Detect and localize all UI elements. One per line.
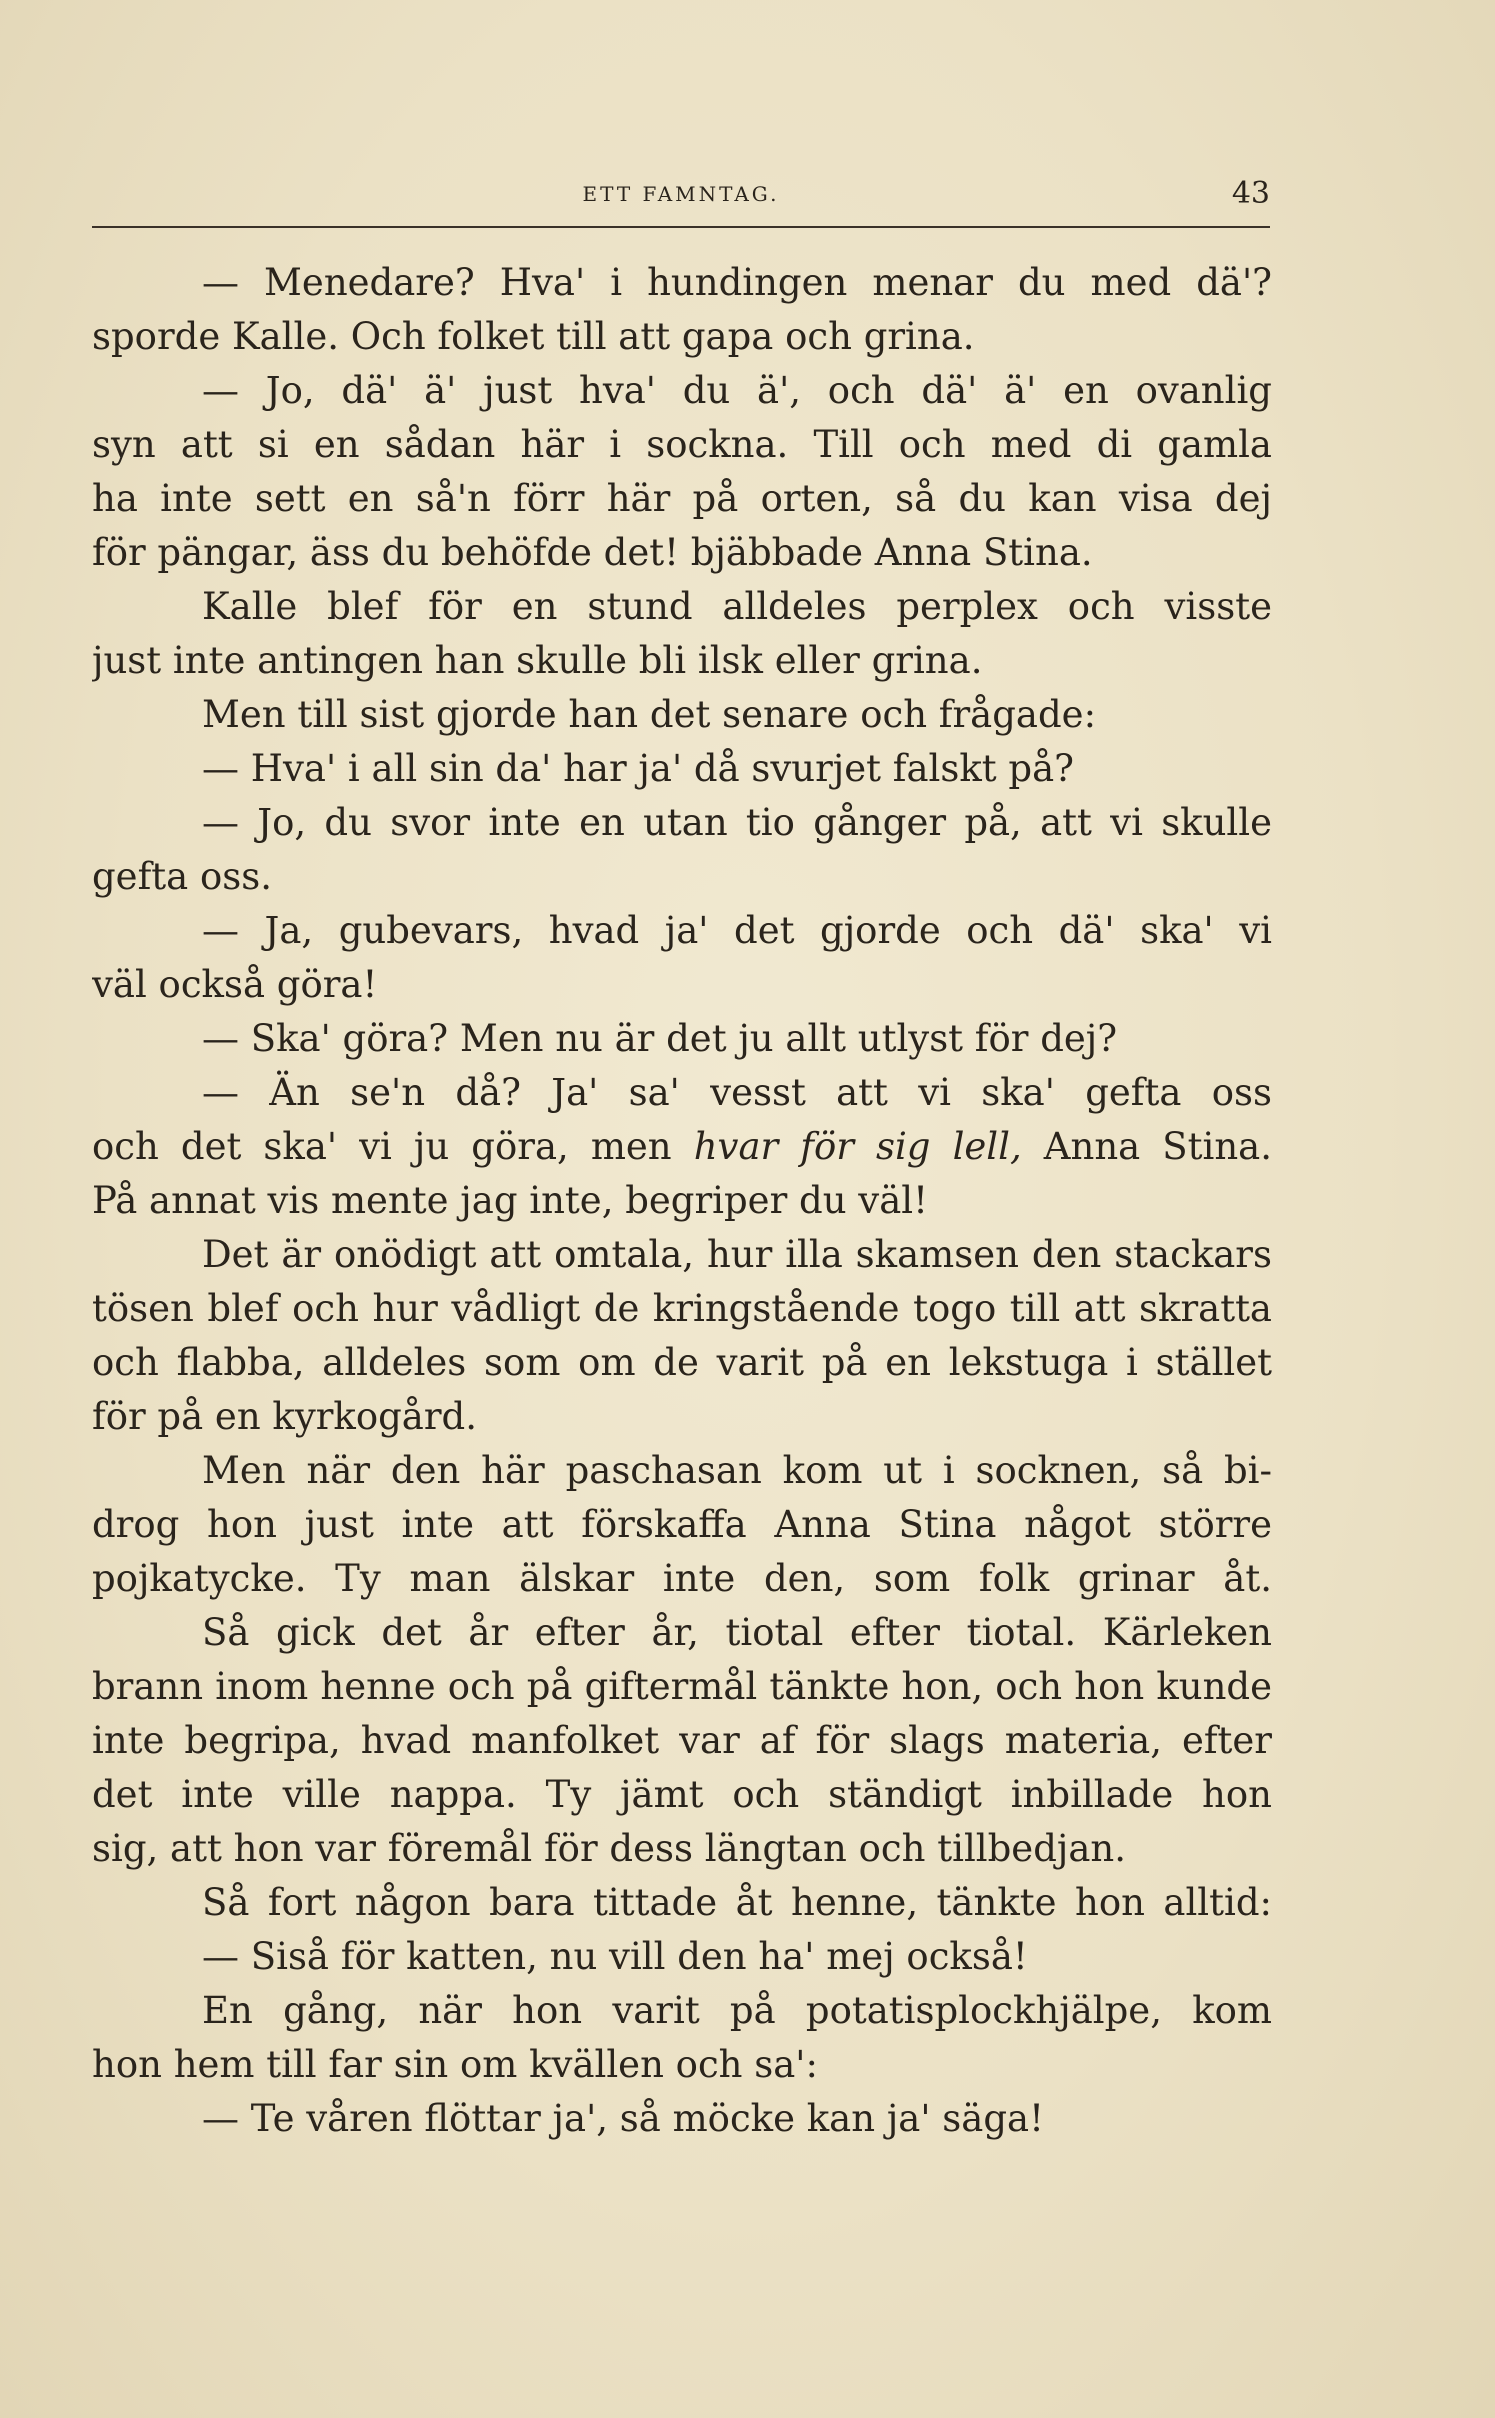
text-line: drog hon just inte att förskaffa Anna Stina något större — [92, 1503, 1272, 1546]
text-segment: och det ska' vi ju göra, men — [92, 1125, 694, 1168]
text-line: — Menedare? Hva' i hundingen menar du med dä'? — [202, 261, 1272, 304]
text-line: — Än se'n då? Ja' sa' vesst att vi ska' gefta oss — [202, 1071, 1272, 1114]
text-line: just inte antingen han skulle bli ilsk eller grina. — [92, 639, 983, 682]
text-line: det inte ville nappa. Ty jämt och ständigt inbillade hon — [92, 1773, 1272, 1816]
text-line: — Ska' göra? Men nu är det ju allt utlyst för dej? — [202, 1017, 1118, 1060]
text-line: En gång, när hon varit på potatisplockhjälpe, kom — [202, 1989, 1272, 2032]
text-line: Det är onödigt att omtala, hur illa skamsen den stackars — [202, 1233, 1272, 1276]
text-line: — Jo, du svor inte en utan tio gånger på, att vi skulle — [202, 801, 1272, 844]
text-line: sig, att hon var föremål för dess längtan och tillbedjan. — [92, 1827, 1126, 1870]
text-line: ha inte sett en så'n förr här på orten, så du kan visa dej — [92, 477, 1272, 520]
text-line: brann inom henne och på giftermål tänkte hon, och hon kunde — [92, 1665, 1272, 1708]
body-text — [92, 256, 1272, 2146]
text-line: Så gick det år efter år, tiotal efter tiotal. Kärleken — [202, 1611, 1272, 1654]
text-segment: Anna Stina. — [1021, 1125, 1272, 1168]
text-line: väl också göra! — [92, 963, 378, 1006]
italic-phrase: hvar för sig lell, — [693, 1125, 1022, 1168]
text-line: — Siså för katten, nu vill den ha' mej också! — [202, 1935, 1028, 1978]
page-number: 43 — [1231, 176, 1270, 211]
text-line: gefta oss. — [92, 855, 272, 898]
page-header — [92, 176, 1270, 216]
running-head: ETT FAMNTAG. — [582, 182, 780, 206]
text-line: Så fort någon bara tittade åt henne, tänkte hon alltid: — [202, 1881, 1272, 1924]
text-line: pojkatycke. Ty man älskar inte den, som folk grinar åt. — [92, 1557, 1272, 1600]
text-line: Kalle blef för en stund alldeles perplex och visste — [202, 585, 1272, 628]
text-line: för på en kyrkogård. — [92, 1395, 477, 1438]
text-line: sporde Kalle. Och folket till att gapa och grina. — [92, 315, 975, 358]
text-line: hon hem till far sin om kvällen och sa': — [92, 2043, 818, 2086]
text-line: syn att si en sådan här i sockna. Till och med di gamla — [92, 423, 1272, 466]
text-line: Men när den här paschasan kom ut i socknen, så bi- — [202, 1449, 1272, 1492]
text-line: tösen blef och hur vådligt de kringstående togo till att skratta — [92, 1287, 1272, 1330]
text-line: På annat vis mente jag inte, begriper du väl! — [92, 1179, 928, 1222]
text-line — [92, 1120, 1272, 1174]
text-line: — Jo, dä' ä' just hva' du ä', och dä' ä' en ovanlig — [202, 369, 1272, 412]
text-line: för pängar, äss du behöfde det! bjäbbade Anna Stina. — [92, 531, 1093, 574]
text-line: och flabba, alldeles som om de varit på en lekstuga i stället — [92, 1341, 1272, 1384]
text-line: Men till sist gjorde han det senare och frågade: — [202, 693, 1097, 736]
text-line: inte begripa, hvad manfolket var af för slags materia, efter — [92, 1719, 1272, 1762]
text-line: — Hva' i all sin da' har ja' då svurjet falskt på? — [202, 747, 1075, 790]
text-line: — Ja, gubevars, hvad ja' det gjorde och dä' ska' vi — [202, 909, 1272, 952]
header-rule — [92, 226, 1270, 228]
text-line: — Te våren flöttar ja', så möcke kan ja' säga! — [202, 2097, 1044, 2140]
